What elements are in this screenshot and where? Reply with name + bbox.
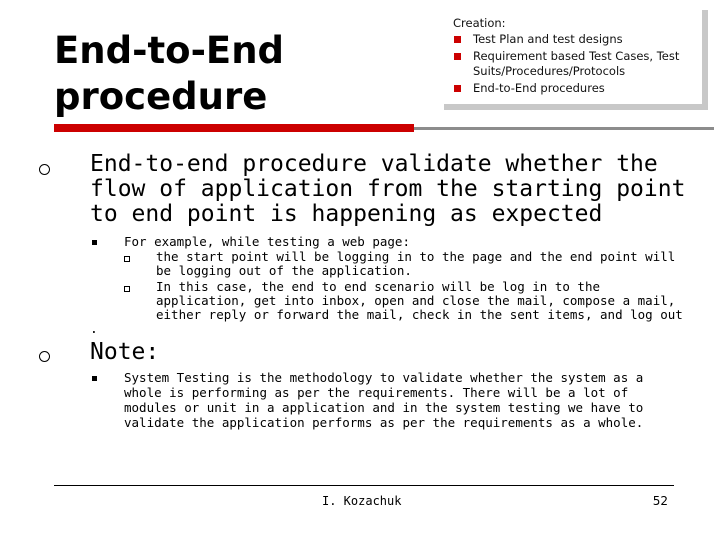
inset-item xyxy=(453,81,703,96)
trailing-dot: . xyxy=(90,322,98,337)
footer-author: I. Kozachuk xyxy=(322,494,402,508)
title-accent-bar xyxy=(54,124,414,132)
inset-item xyxy=(453,49,703,79)
page-number: 52 xyxy=(652,494,668,508)
inset-item-text: End-to-End procedures xyxy=(473,81,605,95)
hollow-circle-bullet-icon xyxy=(39,164,50,175)
sub-sub-bullet-text: In this case, the end to end scenario will be log in to the application, get into inbox, open and close the mail, compose a mail, either reply or forward the mail, check in the sent items, and log out xyxy=(156,279,683,322)
sub-bullet-text: System Testing is the methodology to validate whether the system as a whole is performing as per the requirements. There will be a lot of modules or unit in a application and in the system testing we have to validate the application performs as per the requirements as a whole. xyxy=(124,370,644,430)
bullet-text: End-to-end procedure validate whether the flow of application from the starting point to end point is happening as expected xyxy=(90,151,686,227)
red-square-bullet-icon xyxy=(454,36,461,43)
inset-item xyxy=(453,32,703,47)
sub-sub-bullet-text: the start point will be logging in to the page and the end point will be logging out of the application. xyxy=(156,249,676,278)
red-square-bullet-icon xyxy=(454,85,461,92)
square-bullet-icon xyxy=(92,376,97,381)
inset-list xyxy=(453,32,703,98)
inset-heading: Creation: xyxy=(453,16,506,30)
inset-item-text: Requirement based Test Cases, Test Suits/Procedures/Protocols xyxy=(473,49,680,78)
creation-inset xyxy=(444,10,708,110)
bullet-text: Note: xyxy=(90,339,160,365)
inset-item-text: Test Plan and test designs xyxy=(473,32,623,46)
sub-bullet-text: For example, while testing a web page: xyxy=(124,234,410,249)
title-rule xyxy=(414,127,714,130)
hollow-square-bullet-icon xyxy=(124,256,130,262)
footer-rule xyxy=(54,485,674,486)
square-bullet-icon xyxy=(92,240,97,245)
slide-title: End-to-End procedure xyxy=(54,29,285,118)
hollow-circle-bullet-icon xyxy=(39,351,50,362)
red-square-bullet-icon xyxy=(454,53,461,60)
hollow-square-bullet-icon xyxy=(124,286,130,292)
